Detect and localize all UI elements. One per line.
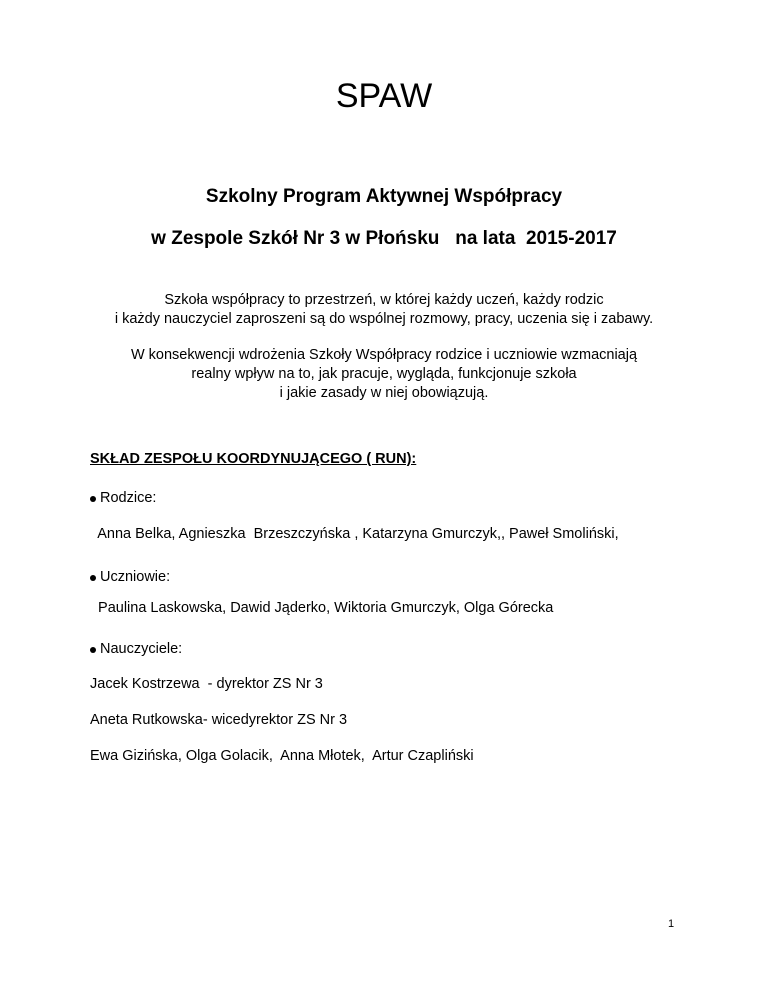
group-students <box>90 568 170 587</box>
program-name: Szkolny Program Aktywnej Współpracy <box>205 186 563 207</box>
group-label: Nauczyciele: <box>100 641 183 657</box>
intro-line: realny wpływ na to, jak pracuje, wygląda, funkcjonuje szkoła <box>191 366 577 382</box>
intro-line: W konsekwencji wdrożenia Szkoły Współpracy rodzice i uczniowie wzmacniają <box>130 347 638 363</box>
page-number: 1 <box>668 918 675 930</box>
group-parents <box>90 489 156 508</box>
section-heading: SKŁAD ZESPOŁU KOORDYNUJĄCEGO ( RUN): <box>90 451 417 467</box>
bullet-icon <box>90 575 96 581</box>
bullet-icon <box>90 496 96 502</box>
group-members: Anna Belka, Agnieszka Brzeszczyńska , Katarzyna Gmurczyk,, Paweł Smoliński, <box>94 526 619 542</box>
intro-line: i każdy nauczyciel zaproszeni są do wspólnej rozmowy, pracy, uczenia się i zabawy. <box>114 311 654 327</box>
intro-line: Szkoła współpracy to przestrzeń, w której każdy uczeń, każdy rodzic <box>164 292 604 308</box>
intro-line: i jakie zasady w niej obowiązują. <box>279 385 489 401</box>
group-label: Uczniowie: <box>100 569 171 585</box>
group-teachers <box>90 640 182 659</box>
program-school-and-years: w Zespole Szkół Nr 3 w Płońsku na lata 2015-2017 <box>151 228 617 249</box>
teacher-member-line: Aneta Rutkowska- wicedyrektor ZS Nr 3 <box>90 712 348 728</box>
group-members: Paulina Laskowska, Dawid Jąderko, Wiktoria Gmurczyk, Olga Górecka <box>94 600 554 616</box>
teacher-member-line: Ewa Gizińska, Olga Golacik, Anna Młotek, Artur Czapliński <box>90 748 474 764</box>
teacher-member-line: Jacek Kostrzewa - dyrektor ZS Nr 3 <box>90 676 323 692</box>
bullet-icon <box>90 647 96 653</box>
document-title: SPAW <box>335 77 433 115</box>
group-label: Rodzice: <box>100 490 157 506</box>
